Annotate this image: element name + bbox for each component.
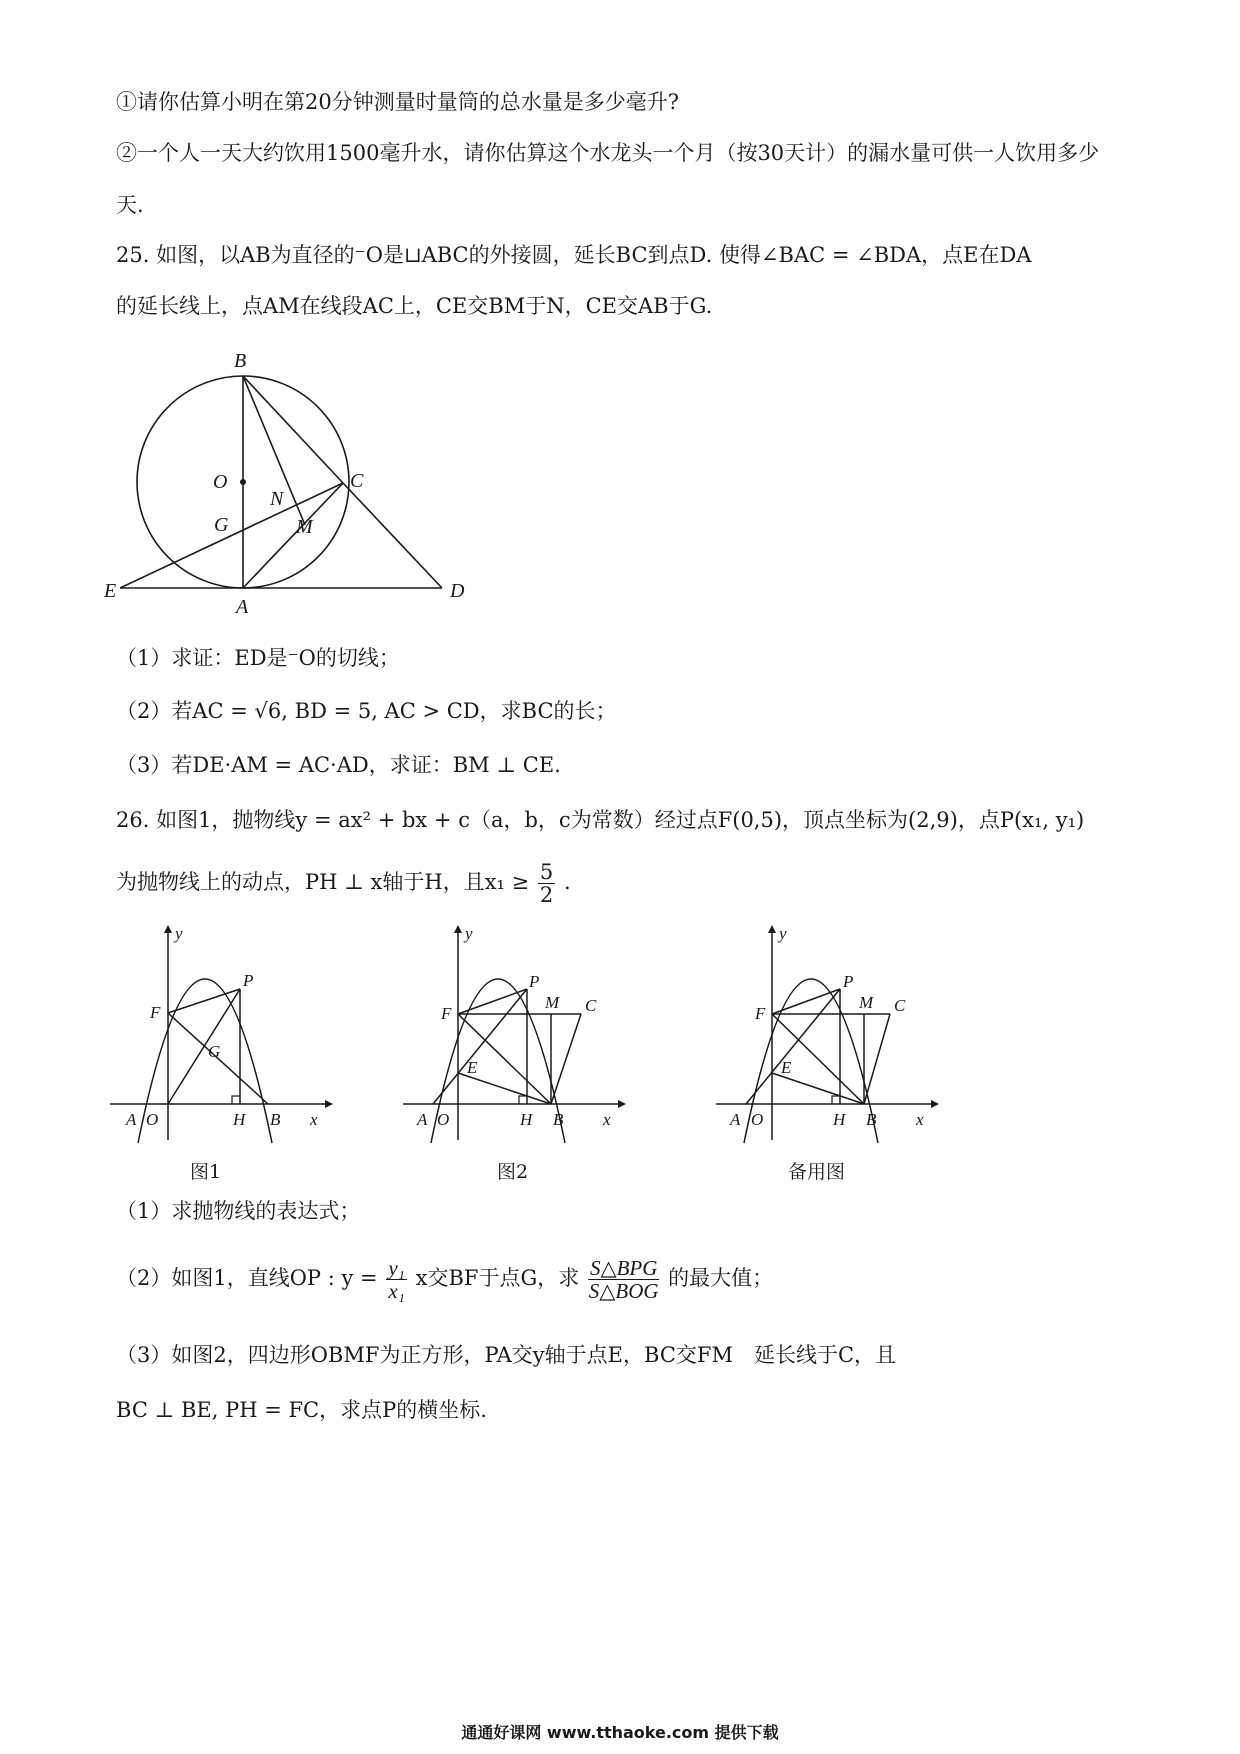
- fig2-label-x: x: [603, 1110, 611, 1129]
- q24-part1: ①请你估算小明在第20分钟测量时量筒的总水量是多少毫升?: [116, 90, 679, 114]
- fig1-label-A: A: [126, 1110, 137, 1129]
- fig3-label-M: M: [859, 993, 874, 1012]
- q26-figure2: [403, 925, 633, 1145]
- fig3-label-y: y: [779, 924, 787, 943]
- q26-stem-line2: [116, 858, 571, 906]
- q26-figure1: [110, 925, 340, 1145]
- fig1-label-O: O: [146, 1110, 159, 1129]
- fig2-label-M: M: [545, 993, 560, 1012]
- fraction-numerator: 5: [539, 860, 554, 884]
- q26-part2-text-2: x交BF于点G，求: [415, 1266, 580, 1290]
- q25-stem-line1: 25. 如图，以AB为直径的⁻O是⊔ABC的外接圆，延长BC到点D. 使得∠BAC = ∠BDA，点E在DA: [116, 243, 1032, 267]
- fig1-label-G: G: [208, 1042, 221, 1061]
- q26-part2-text-1: （2）如图1，直线OP : y =: [116, 1266, 378, 1290]
- fig1-label-P: P: [243, 971, 254, 990]
- fraction-s-bog: S△BOG: [588, 1279, 659, 1303]
- q25-figure: [100, 345, 480, 618]
- label-C: C: [350, 470, 364, 492]
- fraction-x1: x₁: [388, 1279, 405, 1303]
- fig2-label-H: H: [520, 1110, 533, 1129]
- q26-part3-line1: （3）如图2，四边形OBMF为正方形，PA交y轴于点E，BC交FM 延长线于C，且: [116, 1343, 897, 1367]
- q24-part2-line1: ②一个人一天大约饮用1500毫升水，请你估算这个水龙头一个月（按30天计）的漏水量可供一人饮用多少: [116, 141, 1100, 165]
- fig3-label-F: F: [755, 1004, 766, 1023]
- fig2-label-A: A: [417, 1110, 428, 1129]
- fig3-label-P: P: [843, 972, 854, 991]
- fig1-label-B: B: [270, 1110, 281, 1129]
- fig2-label-O: O: [437, 1110, 450, 1129]
- caption-figure1: 图1: [190, 1161, 222, 1183]
- q26-stem-line2-end: .: [563, 870, 571, 894]
- fig2-label-E: E: [467, 1058, 478, 1077]
- q24-part2-line2: 天.: [116, 193, 144, 217]
- label-E: E: [104, 580, 117, 602]
- q25-part3: （3）若DE·AM = AC·AD，求证：BM ⊥ CE.: [116, 753, 561, 777]
- label-B: B: [234, 350, 247, 372]
- fig1-label-F: F: [150, 1003, 161, 1022]
- fig3-label-C: C: [894, 996, 906, 1015]
- fig3-label-E: E: [781, 1058, 792, 1077]
- fraction-five-halves: [538, 861, 555, 906]
- fraction-s-bpg: S△BPG: [589, 1256, 658, 1280]
- q26-stem-line1: 26. 如图1，抛物线y = ax² + bx + c（a，b，c为常数）经过点F(0,5)，顶点坐标为(2,9)，点P(x₁, y₁): [116, 808, 1085, 832]
- fig2-label-B: B: [553, 1110, 564, 1129]
- caption-figure2: 图2: [497, 1161, 529, 1183]
- q26-part2-text-3: 的最大值；: [668, 1266, 774, 1290]
- label-O: O: [213, 471, 228, 493]
- q25-part1: （1）求证：ED是⁻O的切线；: [116, 646, 400, 670]
- fraction-y1: y₁: [388, 1256, 405, 1280]
- fig1-label-x: x: [310, 1110, 318, 1129]
- fig3-label-A: A: [730, 1110, 741, 1129]
- fig1-label-y: y: [175, 924, 183, 943]
- fig3-label-H: H: [833, 1110, 846, 1129]
- q26-part3-line2: BC ⊥ BE, PH = FC，求点P的横坐标.: [116, 1398, 487, 1422]
- caption-spare-figure: 备用图: [788, 1161, 846, 1183]
- q26-part1: （1）求抛物线的表达式；: [116, 1199, 361, 1223]
- footer-source: 通通好课网 www.tthaoke.com 提供下载: [461, 1723, 779, 1742]
- q26-spare-figure: [716, 925, 946, 1145]
- fig1-label-H: H: [233, 1110, 246, 1129]
- label-G: G: [214, 514, 229, 536]
- label-M: M: [296, 516, 313, 538]
- q25-part2: （2）若AC = √6, BD = 5, AC > CD，求BC的长；: [116, 699, 617, 723]
- q26-part2: [116, 1254, 773, 1302]
- label-D: D: [450, 580, 465, 602]
- fig2-label-C: C: [585, 996, 597, 1015]
- fraction-y1-x1: [386, 1257, 407, 1302]
- fig2-label-y: y: [465, 924, 473, 943]
- fraction-denominator: 2: [539, 883, 554, 907]
- fig2-label-F: F: [441, 1004, 452, 1023]
- q26-stem-line2-text: 为抛物线上的动点，PH ⊥ x轴于H，且x₁ ≥: [116, 870, 530, 894]
- fraction-area-ratio: [588, 1257, 659, 1302]
- fig2-label-P: P: [529, 972, 540, 991]
- fig3-label-x: x: [916, 1110, 924, 1129]
- fig3-label-O: O: [751, 1110, 764, 1129]
- q25-stem-line2: 的延长线上，点AM在线段AC上，CE交BM于N，CE交AB于G.: [116, 294, 713, 318]
- label-N: N: [270, 488, 284, 510]
- fig3-label-B: B: [866, 1110, 877, 1129]
- label-A: A: [236, 596, 249, 618]
